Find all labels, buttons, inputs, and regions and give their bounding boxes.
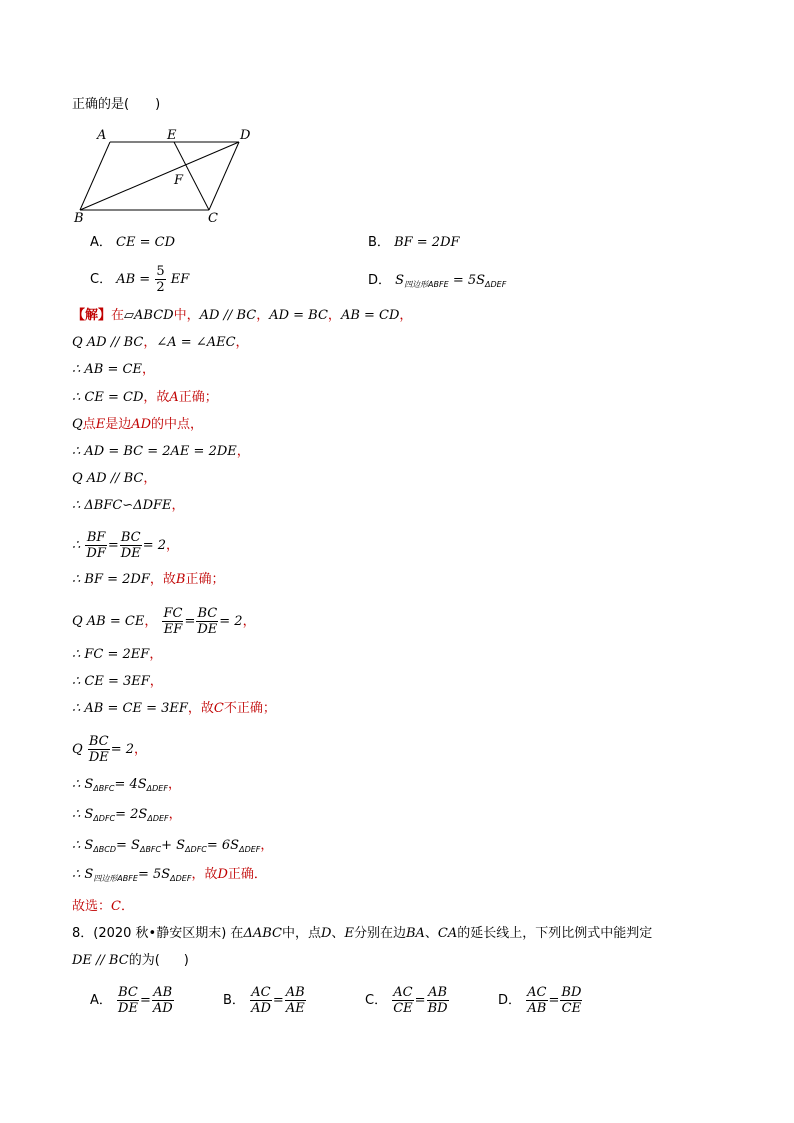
solution-line-18: ∴ $S_{\Delta BCD}= S_{\Delta BFC}+ S_{\Delta DFC}= 6S_{\Delta DEF}$， bbox=[72, 838, 274, 854]
solution-line-13: ∴ CE = 3EF， bbox=[72, 674, 163, 689]
solution-line-8: ∴ ΔBFC∽ΔDFE， bbox=[72, 498, 185, 513]
question-stem-tail bbox=[72, 96, 160, 114]
solution-line-2: Q AD // BC，∠A = ∠AEC， bbox=[72, 335, 249, 350]
solution-line-12: ∴ FC = 2EF， bbox=[72, 647, 163, 662]
segment-dc bbox=[209, 142, 239, 210]
option-b-label: B． bbox=[368, 235, 390, 250]
option-c-label: C． bbox=[90, 272, 113, 287]
stem-text: 正确的是( bbox=[72, 97, 130, 112]
point-label-d: D bbox=[240, 128, 251, 143]
solution-line-15: Q $\frac{BC}{DE}$ = 2， bbox=[72, 734, 148, 765]
point-label-e: E bbox=[167, 128, 177, 143]
fraction-fc-ef: $\frac{FC}{EF}$ bbox=[163, 606, 183, 637]
solution-line-10: ∴ BF = 2DF，故B正确； bbox=[72, 572, 225, 587]
solution-line-14: ∴ AB = CE = 3EF，故C不正确； bbox=[72, 701, 276, 716]
segment-ab bbox=[80, 142, 110, 210]
option-a-text: CE = CD bbox=[116, 235, 176, 250]
question8-stem-line-1: 8．(2020 秋•静安区期末) 在ΔABC中，点D、E分别在边BA、CA的延长线上，下列比例式中能判定 bbox=[72, 926, 653, 941]
option-d-sub1: 四边形ABFE bbox=[404, 280, 449, 289]
option-c-rhs: EF bbox=[170, 272, 190, 287]
fraction-bc-de: $\frac{BC}{DE}$ bbox=[88, 734, 109, 765]
option-a-label: A． bbox=[90, 235, 112, 250]
segment-bd bbox=[80, 142, 239, 210]
solution-line-6: ∴ AD = BC = 2AE = 2DE， bbox=[72, 444, 250, 459]
solution-line-7: Q AD // BC， bbox=[72, 471, 157, 486]
solution-line-19: ∴ $S_{四边形ABFE}= 5S_{\Delta DEF}$，故D正确． bbox=[72, 867, 267, 883]
option-d-mid: = 5S bbox=[452, 273, 486, 288]
solution-tag: 【解】 bbox=[72, 308, 112, 323]
option-c-lhs: AB = bbox=[116, 272, 151, 287]
option-d-sub2: ΔDEF bbox=[485, 280, 507, 289]
option-c[interactable] bbox=[90, 264, 189, 295]
parallelogram-figure bbox=[72, 124, 262, 226]
option-a[interactable] bbox=[90, 234, 175, 252]
point-label-f: F bbox=[174, 173, 184, 188]
solution-line-9: ∴ $\frac{BF}{DF}$ = $\frac{BC}{DE}$ = 2， bbox=[72, 530, 180, 561]
point-label-b: B bbox=[74, 211, 84, 226]
solution-line-17: ∴ $S_{\Delta DFC}= 2S_{\Delta DEF}$， bbox=[72, 807, 182, 823]
q8-option-c[interactable]: C． $\frac{AC}{CE}$ = $\frac{AB}{BD}$ bbox=[365, 985, 448, 1016]
solution-line-5: Q点E是边AD的中点， bbox=[72, 417, 204, 432]
solution-line-4: ∴ CE = CD，故A正确； bbox=[72, 390, 218, 405]
solution-answer: 故选：C． bbox=[72, 899, 134, 914]
q8-option-a[interactable]: A． $\frac{BC}{DE}$ = $\frac{AB}{AD}$ bbox=[90, 985, 173, 1016]
fraction-bc-de: $\frac{BC}{DE}$ bbox=[197, 606, 218, 637]
point-label-c: C bbox=[208, 211, 218, 226]
fraction-bf-df: $\frac{BF}{DF}$ bbox=[86, 530, 106, 561]
stem-close: ) bbox=[155, 97, 161, 112]
solution-line-16: ∴ $S_{\Delta BFC}= 4S_{\Delta DEF}$， bbox=[72, 777, 181, 793]
option-d[interactable] bbox=[368, 272, 506, 294]
option-d-s1: S bbox=[395, 273, 405, 288]
fraction-bc-de: $\frac{BC}{DE}$ bbox=[120, 530, 141, 561]
solution-line-3: ∴ AB = CE， bbox=[72, 362, 155, 377]
option-d-label: D． bbox=[368, 273, 392, 288]
q8-option-d[interactable]: D． $\frac{AC}{AB}$ = $\frac{BD}{CE}$ bbox=[498, 985, 582, 1016]
q8-option-b[interactable]: B． $\frac{AC}{AD}$ = $\frac{AB}{AE}$ bbox=[223, 985, 305, 1016]
option-b[interactable] bbox=[368, 234, 460, 252]
option-b-text: BF = 2DF bbox=[394, 235, 460, 250]
question8-stem-line-2: DE // BC的为( ) bbox=[72, 953, 189, 968]
option-c-fraction: $\frac{5}{2}$ bbox=[156, 264, 165, 295]
solution-line-11: Q AB = CE， $\frac{FC}{EF}$ = $\frac{BC}{DE}$ = 2， bbox=[72, 606, 256, 637]
point-label-a: A bbox=[97, 128, 107, 143]
solution-line-1: 【解】在▱ABCD中，AD // BC，AD = BC，AB = CD， bbox=[72, 308, 413, 323]
